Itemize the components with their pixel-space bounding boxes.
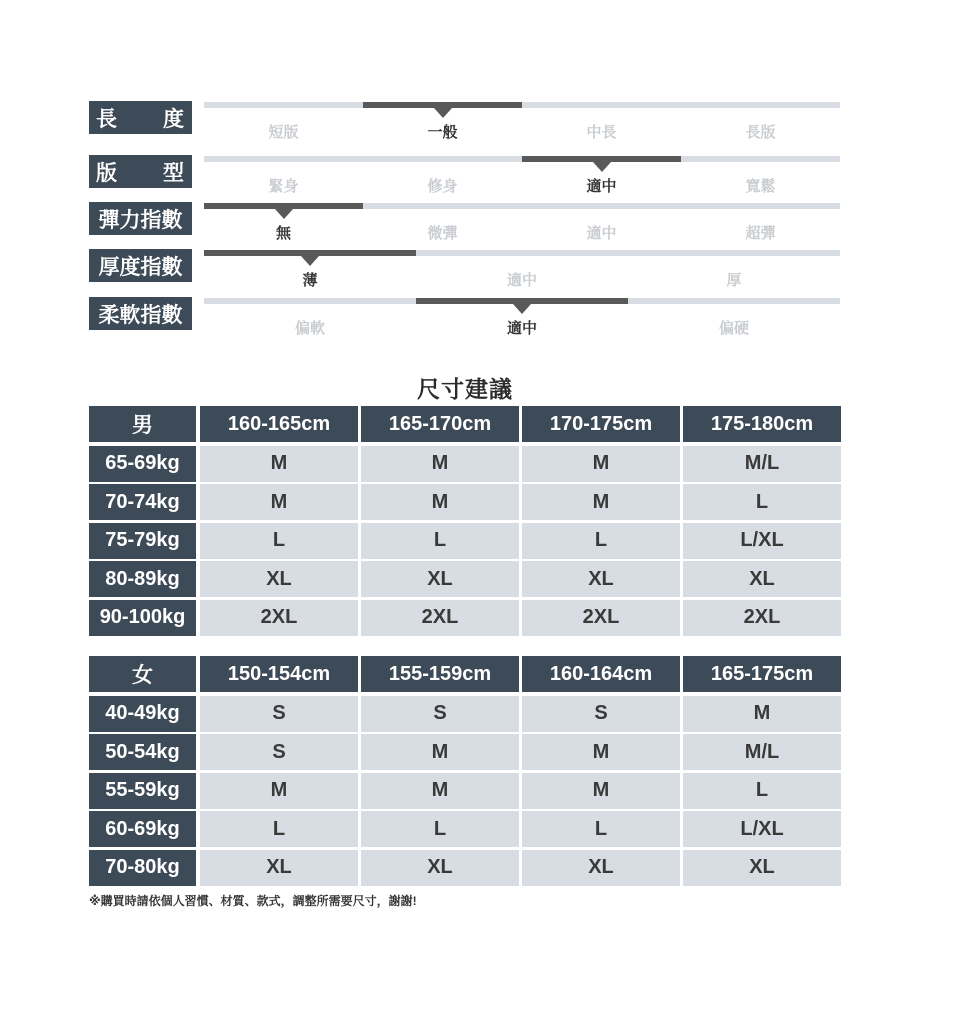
- size-cell: M: [522, 734, 680, 770]
- size-cell: 2XL: [683, 600, 841, 636]
- rating-option: 一般: [427, 124, 458, 141]
- height-column-header: 175-180cm: [683, 406, 841, 442]
- size-cell: L: [522, 811, 680, 847]
- size-cell: XL: [683, 561, 841, 597]
- size-cell: M: [683, 696, 841, 732]
- table-corner-header: 女: [89, 656, 196, 692]
- weight-row-label: 75-79kg: [89, 523, 196, 559]
- height-column-header: 165-170cm: [361, 406, 519, 442]
- size-cell: XL: [522, 850, 680, 886]
- rating-option: 適中: [506, 272, 538, 289]
- size-cell: M/L: [683, 734, 841, 770]
- attribute-row: [89, 101, 840, 141]
- weight-row-label: 70-74kg: [89, 484, 196, 520]
- size-cell: M: [361, 446, 519, 482]
- size-cell: S: [361, 696, 519, 732]
- rating-option: 微彈: [427, 225, 458, 242]
- attribute-row: [89, 202, 840, 242]
- rating-pointer-icon: [434, 108, 452, 118]
- size-cell: XL: [200, 561, 358, 597]
- rating-pointer-icon: [275, 209, 293, 219]
- attribute-label: 厚度指數: [89, 249, 192, 282]
- rating-option: 適中: [506, 320, 538, 337]
- rating-bar: [204, 156, 840, 162]
- size-cell: M: [361, 773, 519, 809]
- size-cell: S: [200, 696, 358, 732]
- rating-option: 偏軟: [294, 320, 326, 337]
- rating-pointer-icon: [513, 304, 531, 314]
- size-cell: M: [361, 734, 519, 770]
- rating-option: 厚: [726, 272, 742, 289]
- rating-option: 緊身: [268, 178, 299, 195]
- size-cell: S: [200, 734, 358, 770]
- rating-option: 薄: [302, 272, 318, 289]
- weight-row-label: 70-80kg: [89, 850, 196, 886]
- weight-row-label: 65-69kg: [89, 446, 196, 482]
- size-cell: L: [200, 811, 358, 847]
- rating-option: 中長: [586, 124, 617, 141]
- weight-row-label: 50-54kg: [89, 734, 196, 770]
- rating-option: 短版: [268, 124, 299, 141]
- rating-option: 無: [275, 225, 292, 242]
- height-column-header: 170-175cm: [522, 406, 680, 442]
- size-cell: M: [522, 773, 680, 809]
- size-cell: XL: [361, 561, 519, 597]
- attribute-row: [89, 297, 840, 337]
- rating-pointer-icon: [301, 256, 319, 266]
- size-cell: 2XL: [200, 600, 358, 636]
- weight-row-label: 40-49kg: [89, 696, 196, 732]
- table-corner-header: 男: [89, 406, 196, 442]
- size-cell: XL: [522, 561, 680, 597]
- size-cell: XL: [200, 850, 358, 886]
- rating-option: 適中: [586, 178, 617, 195]
- attribute-row: [89, 249, 840, 289]
- rating-option: 偏硬: [718, 320, 750, 337]
- weight-row-label: 55-59kg: [89, 773, 196, 809]
- size-cell: L: [361, 811, 519, 847]
- size-cell: XL: [683, 850, 841, 886]
- size-cell: L: [683, 773, 841, 809]
- size-cell: S: [522, 696, 680, 732]
- size-cell: M: [522, 446, 680, 482]
- size-cell: L: [522, 523, 680, 559]
- size-cell: M: [522, 484, 680, 520]
- rating-bar: [204, 203, 840, 209]
- rating-option: 寬鬆: [745, 178, 776, 195]
- weight-row-label: 60-69kg: [89, 811, 196, 847]
- height-column-header: 160-165cm: [200, 406, 358, 442]
- size-cell: L: [683, 484, 841, 520]
- size-cell: L/XL: [683, 523, 841, 559]
- size-cell: L: [200, 523, 358, 559]
- size-chart-title: 尺寸建議: [417, 376, 513, 402]
- rating-option: 修身: [427, 178, 458, 195]
- size-cell: 2XL: [522, 600, 680, 636]
- weight-row-label: 90-100kg: [89, 600, 196, 636]
- size-cell: M/L: [683, 446, 841, 482]
- rating-bar: [204, 250, 840, 256]
- rating-option: 超彈: [745, 225, 776, 242]
- rating-pointer-icon: [593, 162, 611, 172]
- size-cell: M: [200, 773, 358, 809]
- size-cell: L: [361, 523, 519, 559]
- size-cell: M: [361, 484, 519, 520]
- size-note: ※購買時請依個人習慣、材質、款式，調整所需要尺寸，謝謝!: [89, 894, 417, 908]
- size-cell: M: [200, 446, 358, 482]
- attribute-label: 版 型: [89, 155, 192, 188]
- rating-bar: [204, 298, 840, 304]
- height-column-header: 160-164cm: [522, 656, 680, 692]
- size-cell: XL: [361, 850, 519, 886]
- height-column-header: 150-154cm: [200, 656, 358, 692]
- rating-option: 長版: [745, 124, 776, 141]
- attribute-label: 長 度: [89, 101, 192, 134]
- height-column-header: 155-159cm: [361, 656, 519, 692]
- height-column-header: 165-175cm: [683, 656, 841, 692]
- attribute-label: 彈力指數: [89, 202, 192, 235]
- rating-bar: [204, 102, 840, 108]
- size-cell: L/XL: [683, 811, 841, 847]
- attribute-row: [89, 155, 840, 195]
- size-cell: 2XL: [361, 600, 519, 636]
- attribute-label: 柔軟指數: [89, 297, 192, 330]
- weight-row-label: 80-89kg: [89, 561, 196, 597]
- size-cell: M: [200, 484, 358, 520]
- rating-option: 適中: [586, 225, 617, 242]
